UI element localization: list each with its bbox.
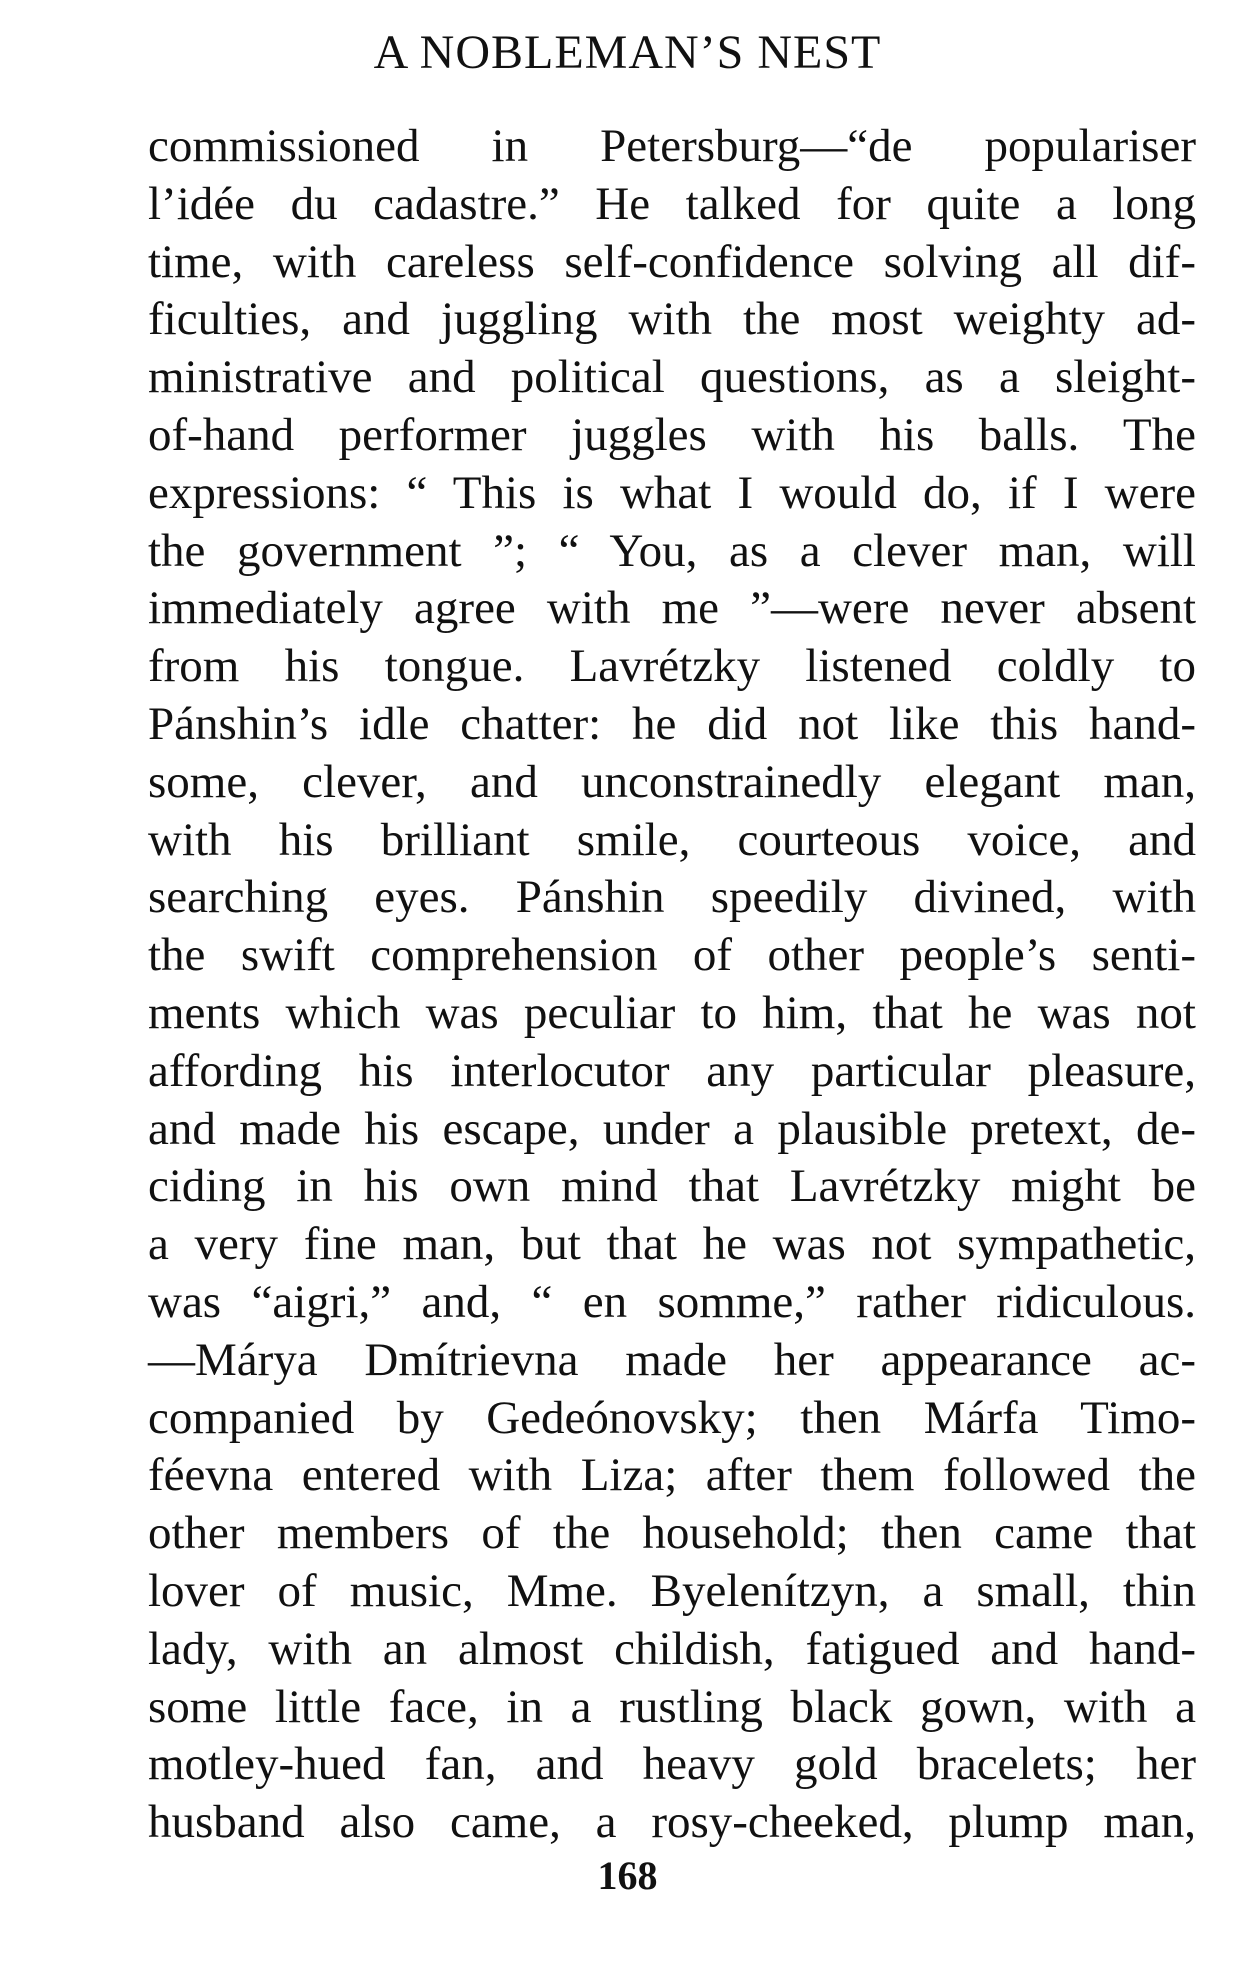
- text-line: lover of music, Mme. Byelenítzyn, a small, thin: [148, 1564, 1196, 1617]
- text-line: companied by Gedeónovsky; then Márfa Timo-: [148, 1391, 1196, 1444]
- text-line: the government ”; “ You, as a clever man, will: [148, 524, 1196, 577]
- text-line: time, with careless self-confidence solving all dif-: [148, 235, 1196, 288]
- body-text: [148, 118, 1196, 1852]
- text-line: some little face, in a rustling black gown, with a: [148, 1680, 1196, 1733]
- text-line: from his tongue. Lavrétzky listened coldly to: [148, 640, 1196, 693]
- text-line: the swift comprehension of other people’s senti-: [148, 929, 1196, 982]
- text-line: ministrative and political questions, as a sleight-: [148, 351, 1196, 404]
- text-line: of-hand performer juggles with his balls. The: [148, 408, 1196, 461]
- text-line: with his brilliant smile, courteous voice, and: [148, 813, 1196, 866]
- text-line: l’idée du cadastre.” He talked for quite a long: [148, 177, 1196, 230]
- text-line: commissioned in Petersburg—“de populariser: [148, 120, 1196, 172]
- page-number: 168: [597, 1853, 658, 1898]
- text-line: other members of the household; then came that: [148, 1507, 1196, 1560]
- text-line: ments which was peculiar to him, that he was not: [148, 986, 1196, 1039]
- text-line: and made his escape, under a plausible pretext, de-: [148, 1102, 1196, 1155]
- text-line: some, clever, and unconstrainedly elegant man,: [148, 755, 1196, 808]
- text-line: ficulties, and juggling with the most weighty ad-: [148, 293, 1196, 346]
- text-line: ciding in his own mind that Lavrétzky might be: [148, 1160, 1196, 1213]
- text-line: féevna entered with Liza; after them followed the: [148, 1449, 1196, 1502]
- running-title: A NOBLEMAN’S NEST: [373, 26, 882, 79]
- text-line: —Márya Dmítrievna made her appearance ac-: [148, 1333, 1196, 1386]
- text-line: immediately agree with me ”—were never absent: [148, 582, 1196, 635]
- text-line: a very fine man, but that he was not sympathetic,: [148, 1218, 1196, 1271]
- text-line: motley-hued fan, and heavy gold bracelets; her: [148, 1738, 1196, 1791]
- text-line: husband also came, a rosy-cheeked, plump man,: [148, 1796, 1196, 1849]
- text-line: was “aigri,” and, “ en somme,” rather ridiculous.: [148, 1275, 1196, 1328]
- text-line: Pánshin’s idle chatter: he did not like this hand-: [148, 697, 1196, 750]
- text-line: searching eyes. Pánshin speedily divined, with: [148, 871, 1196, 924]
- text-line: affording his interlocutor any particular pleasure,: [148, 1044, 1196, 1097]
- text-line: expressions: “ This is what I would do, if I were: [148, 466, 1196, 519]
- text-line: lady, with an almost childish, fatigued and hand-: [148, 1622, 1196, 1675]
